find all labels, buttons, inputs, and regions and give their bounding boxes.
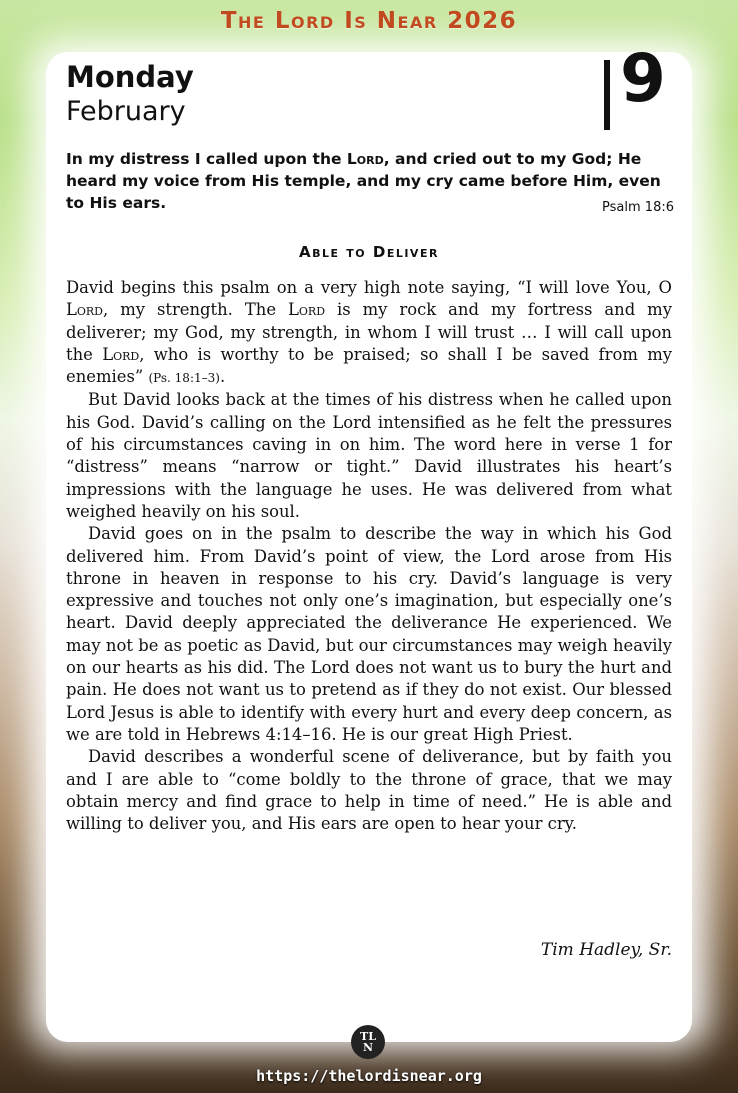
p1-lord-2: Lord — [288, 300, 326, 320]
day-number: 9 — [620, 40, 666, 117]
logo-bottom-letter: N — [362, 1041, 374, 1054]
key-verse — [66, 148, 674, 214]
devotional-body — [66, 277, 672, 835]
paragraph-4: David describes a wonderful scene of deliverance, but by faith you and I are able to “come boldly to the throne of grace, that we may obtain mercy and find grace to help in time of need.” He is able and willing to deliver you, and His ears are open to hear your cry. — [66, 747, 672, 834]
logo-top-letters: TL — [360, 1030, 376, 1043]
month-name: February — [66, 96, 186, 127]
day-name: Monday — [66, 60, 194, 94]
verse-lord: Lord — [346, 150, 384, 168]
p1-text-a: David begins this psalm on a very high note saying, “I will love You, O — [66, 278, 672, 297]
p1-text-b: , my strength. The — [103, 300, 289, 320]
tln-logo-icon — [351, 1025, 385, 1059]
p1-end: . — [219, 367, 226, 387]
p1-lord-3: Lord — [102, 344, 140, 364]
p1-text-d: , who is worthy to be praised; so shall I be saved from my enemies” — [66, 344, 673, 387]
publication-title: The Lord Is Near 2026 — [220, 8, 518, 34]
section-title: Able to Deliver — [299, 243, 439, 261]
author: Tim Hadley, Sr. — [540, 940, 672, 960]
p1-lord-1: Lord — [66, 300, 104, 320]
paragraph-1 — [66, 277, 672, 389]
paragraph-2: But David looks back at the times of his distress when he called upon his God. David’s calling on the Lord intensified as he felt the pressures of his circumstances caving in on him. The word here in verse 1 for “distress” means “narrow or tight.” David illustrates his heart’s impressions with the language he uses. He was delivered from what weighed heavily on his soul. — [66, 390, 672, 521]
date-divider — [604, 60, 610, 130]
paragraph-3: David goes on in the psalm to describe the way in which his God delivered him. From David’s point of view, the Lord arose from His throne in heaven in response to his cry. David’s language is very expressive and touches not only one’s imagination, but especially one’s heart. David deeply appreciated the deliverance He experienced. We may not be as poetic as David, but our circumstances may weigh heavily on our hearts as his did. The Lord does not want us to bury the hurt and pain. He does not want us to pretend as if they do not exist. Our blessed Lord Jesus is able to identify with every hurt and every deep concern, as we are told in Hebrews 4:14–16. He is our great High Priest. — [66, 524, 672, 744]
verse-text-2: , and cried out to my God; He heard my voice from His temple, and my cry came before Him, even to His ears. — [66, 150, 661, 212]
verse-reference: Psalm 18:6 — [602, 200, 674, 215]
website-link[interactable]: https://thelordisnear.org — [256, 1067, 482, 1085]
p1-text-c: is my rock and my fortress and my deliverer; my God, my strength, in whom I will trust … I will call upon the — [66, 300, 672, 364]
verse-text-1: In my distress I called upon the — [66, 150, 347, 168]
p1-reference: (Ps. 18:1–3) — [148, 371, 220, 386]
